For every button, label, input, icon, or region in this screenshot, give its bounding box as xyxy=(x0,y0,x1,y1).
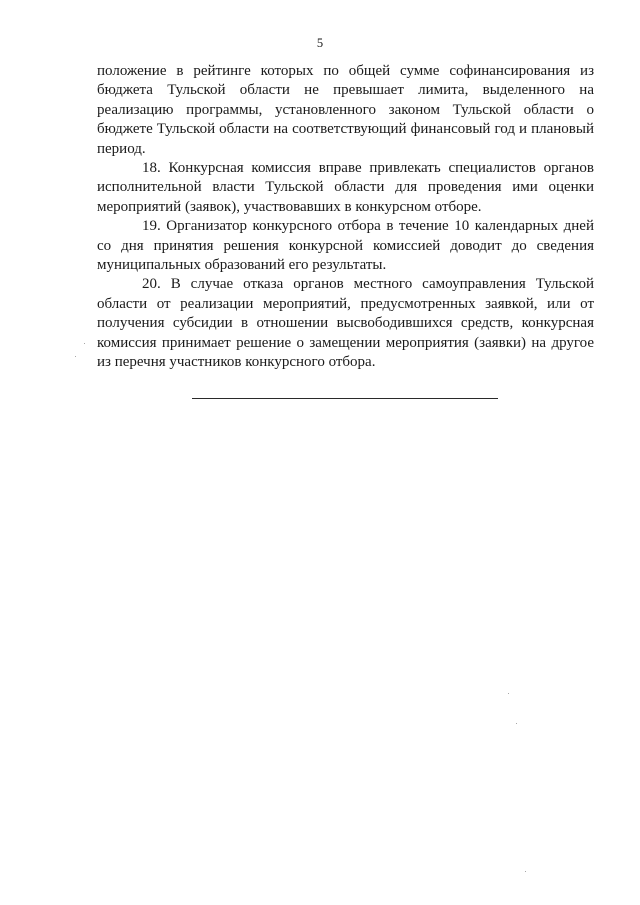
scan-speck xyxy=(75,356,76,357)
scan-speck xyxy=(84,343,85,344)
paragraph-18: 18. Конкурсная комиссия вправе привлекать специалистов органов исполнительной власти Тульской области для проведения ими оценки мероприятий (заявок), участвовавших в конкурсном отборе. xyxy=(97,160,594,215)
paragraph-continuation: положение в рейтинге которых по общей сумме софинансирования из бюджета Тульской области не превышает лимита, выделенного на реализацию программы, установленного законом Тульской области о бюджете Тульской области на соответствующий финансовый год и плановый период. xyxy=(97,63,594,157)
page-number: 5 xyxy=(316,36,324,50)
end-divider xyxy=(192,398,498,399)
paragraph-20: 20. В случае отказа органов местного самоуправления Тульской области от реализации мероприятий, предусмотренных заявкой, или от получения субсидии в отношении высвободившихся средств, конкурсная комиссия принимает решение о замещении мероприятия (заявки) на другое из перечня участников конкурсного отбора. xyxy=(97,276,594,371)
paragraph-19: 19. Организатор конкурсного отбора в течение 10 календарных дней со дня принятия решения конкурсной комиссией доводит до сведения муниципальных образований его результаты. xyxy=(97,218,594,274)
scan-speck xyxy=(508,693,509,694)
scan-speck xyxy=(516,723,517,724)
document-body xyxy=(97,62,594,373)
scan-speck xyxy=(525,871,526,872)
